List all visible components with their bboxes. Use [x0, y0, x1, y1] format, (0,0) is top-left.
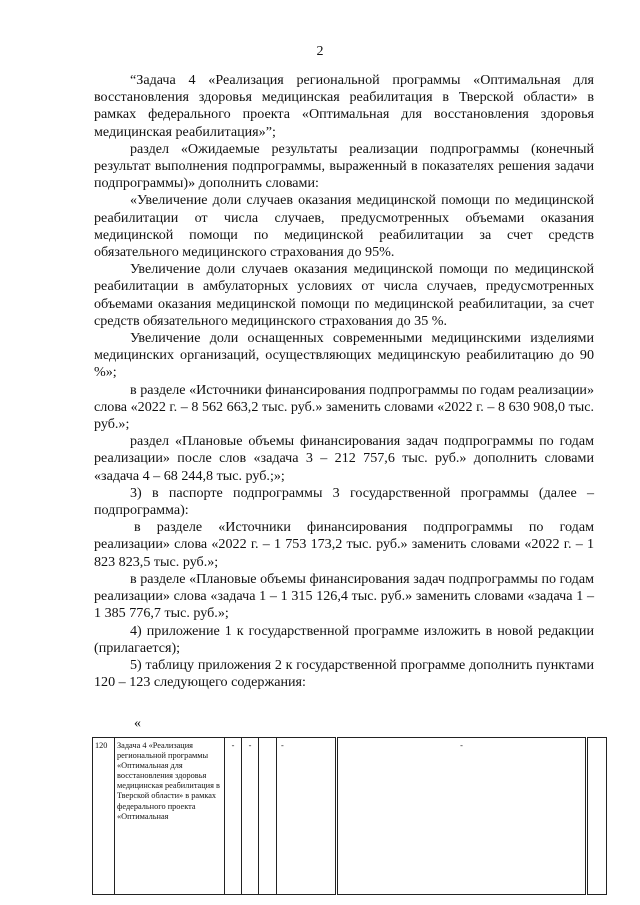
paragraph-planned-volumes: раздел «Плановые объемы финансирования задач подпрограммы по годам реализации» после слов «задача 3 – 212 757,6 тыс. руб.» дополнить словами «задача 4 – 68 244,8 тыс. руб.;»;: [94, 433, 594, 484]
dash-cell: -: [277, 738, 337, 895]
paragraph-item-5: 5) таблицу приложения 2 к государственной программе дополнить пунктами 120 – 123 следующего содержания:: [94, 656, 594, 691]
page-number: 2: [316, 44, 324, 59]
paragraph-increase-95: «Увеличение доли случаев оказания медицинской помощи по медицинской реабилитации от числа случаев, предусмотренных объемами оказания медицинской помощи по медицинской реабилитации за счет средств обязательного медицинского страхования до 95%.: [94, 192, 594, 261]
task-name-cell: Задача 4 «Реализация региональной программы «Оптимальная для восстановления здоровья медицинская реабилитация в Тверской области» в рамках федерального проекта «Оптимальная: [115, 738, 225, 895]
paragraph-planned-volumes-sub3: в разделе «Плановые объемы финансирования задач подпрограммы по годам реализации» слова «задача 1 – 1 315 126,4 тыс. руб.» заменить словами «задача 1 – 1 385 776,7 тыс. руб.»;: [94, 570, 594, 622]
opening-quote-mark: «: [134, 716, 141, 731]
paragraph-item-4: 4) приложение 1 к государственной программе изложить в новой редакции (прилагается);: [94, 622, 594, 656]
paragraph-funding-sources-sub3: в разделе «Источники финансирования подпрограммы по годам реализации» слова «2022 г. – 1 753 173,2 тыс. руб.» заменить словами «2022 г. – 1 823 823,5 тыс. руб.»;: [94, 519, 594, 570]
paragraph-funding-sources: в разделе «Источники финансирования подпрограммы по годам реализации» слова «2022 г. – 8 562 663,2 тыс. руб.» заменить словами «2022 г. – 8 630 908,0 тыс. руб.»;: [94, 381, 594, 433]
dash-cell: -: [242, 738, 259, 895]
paragraph-increase-35: Увеличение доли случаев оказания медицинской помощи по медицинской реабилитации в амбулаторных условиях от числа случаев, предусмотренных объемами оказания медицинской помощи по медицинской реабилитации, за счет средств обязательного медицинского страхования до 35 %.: [94, 261, 594, 329]
paragraph-item-3: 3) в паспорте подпрограммы 3 государственной программы (далее – подпрограмма):: [94, 484, 594, 519]
appendix-table: [92, 737, 607, 895]
empty-cell: [587, 738, 607, 895]
dash-cell: -: [337, 738, 587, 895]
document-body: [94, 72, 594, 691]
paragraph-task4-title: “Задача 4 «Реализация региональной программы «Оптимальная для восстановления здоровья медицинская реабилитация в Тверской области» в рамках федерального проекта «Оптимальная для восстановления здоровья медицинская реабилитация»”;: [94, 72, 594, 140]
empty-cell: [259, 738, 277, 895]
row-number-cell: 120: [93, 738, 115, 895]
dash-cell: -: [225, 738, 242, 895]
paragraph-expected-results: раздел «Ожидаемые результаты реализации подпрограммы (конечный результат выполнения подпрограммы, выраженный в показателях решения задачи подпрограммы)» дополнить словами:: [94, 140, 594, 192]
paragraph-increase-90: Увеличение доли оснащенных современными медицинскими изделиями медицинских организаций, осуществляющих медицинскую реабилитацию до 90 %»;: [94, 330, 594, 381]
table-row: [93, 738, 607, 895]
